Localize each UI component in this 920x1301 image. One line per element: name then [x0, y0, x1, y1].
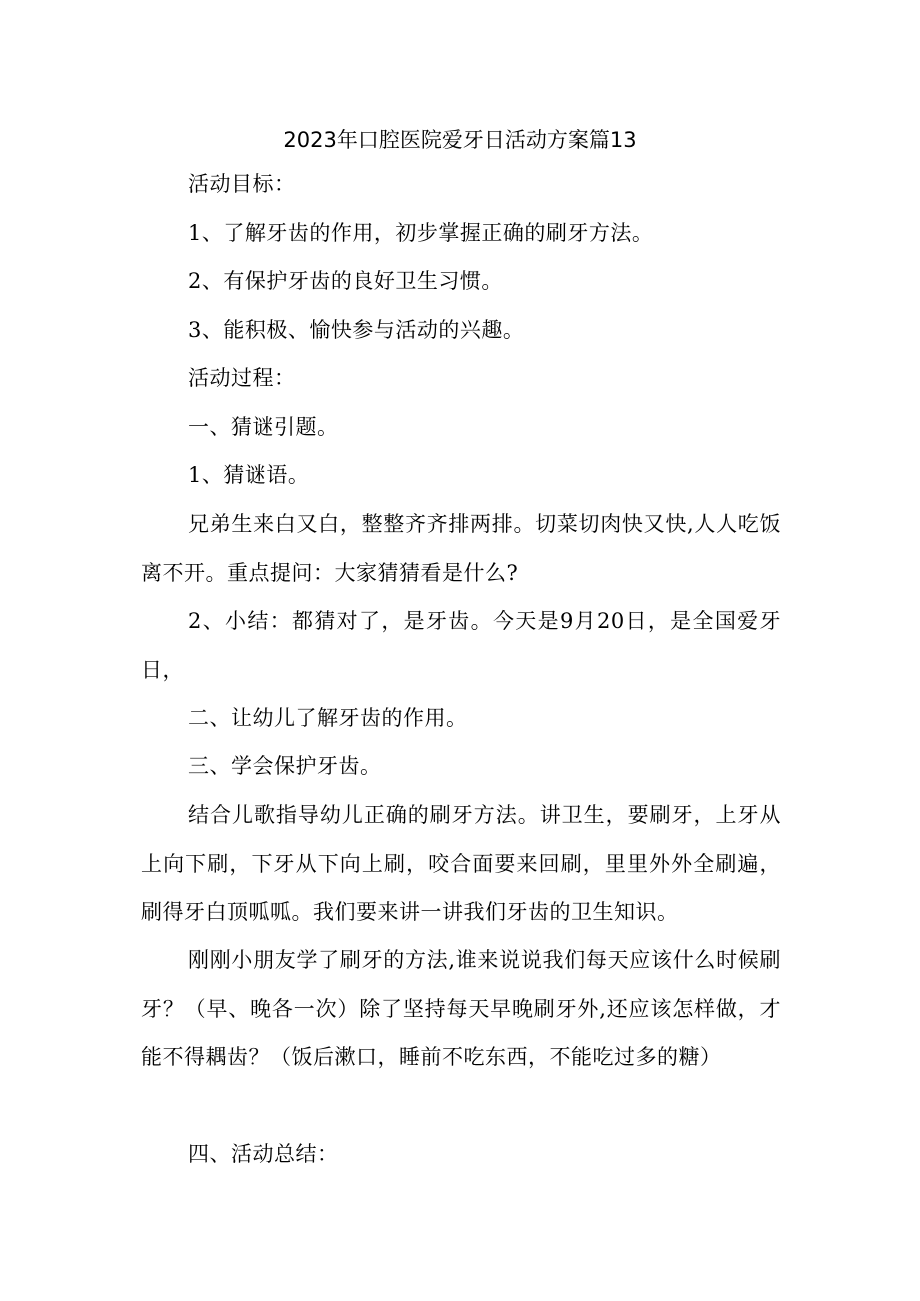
paragraph-summary: 2、小结：都猜对了，是牙齿。今天是9月20日，是全国爱牙日， — [141, 609, 781, 682]
paragraph-goal-3: 3、能积极、愉快参与活动的兴趣。 — [188, 318, 525, 342]
paragraph-section-2-heading: 二、让幼儿了解牙齿的作用。 — [188, 706, 468, 730]
paragraph-brushing-song: 结合儿歌指导幼儿正确的刷牙方法。讲卫生，要刷牙，上牙从上向下刷，下牙从下向上刷，咬合面要来回刷，里里外外全刷遍，刷得牙白顶呱呱。我们要来讲一讲我们牙齿的卫生知识。 — [141, 803, 781, 924]
paragraph-section-4-heading: 四、活动总结： — [188, 1142, 339, 1166]
paragraph-activity-process-heading: 活动过程： — [188, 366, 296, 390]
paragraph-riddle-heading: 1、猜谜语。 — [188, 463, 310, 487]
paragraph-brushing-questions: 刚刚小朋友学了刷牙的方法,谁来说说我们每天应该什么时候刷牙？（早、晚各一次）除了坚持每天早晚刷牙外,还应该怎样做，才能不得耦齿？（饭后漱口，睡前不吃东西，不能吃过多的糖） — [141, 948, 781, 1069]
paragraph-section-3-heading: 三、学会保护牙齿。 — [188, 754, 382, 778]
paragraph-riddle-text: 兄弟生来白又白，整整齐齐排两排。切菜切肉快又快,人人吃饭离不开。重点提问：大家猜猜看是什么? — [141, 512, 781, 585]
paragraph-activity-goals-heading: 活动目标： — [188, 172, 296, 196]
paragraph-section-1-heading: 一、猜谜引题。 — [188, 415, 339, 439]
document-title: 2023年口腔医院爱牙日活动方案篇13 — [283, 128, 637, 152]
paragraph-goal-2: 2、有保护牙齿的良好卫生习惯。 — [188, 269, 503, 293]
paragraph-goal-1: 1、了解牙齿的作用，初步掌握正确的刷牙方法。 — [188, 221, 654, 245]
